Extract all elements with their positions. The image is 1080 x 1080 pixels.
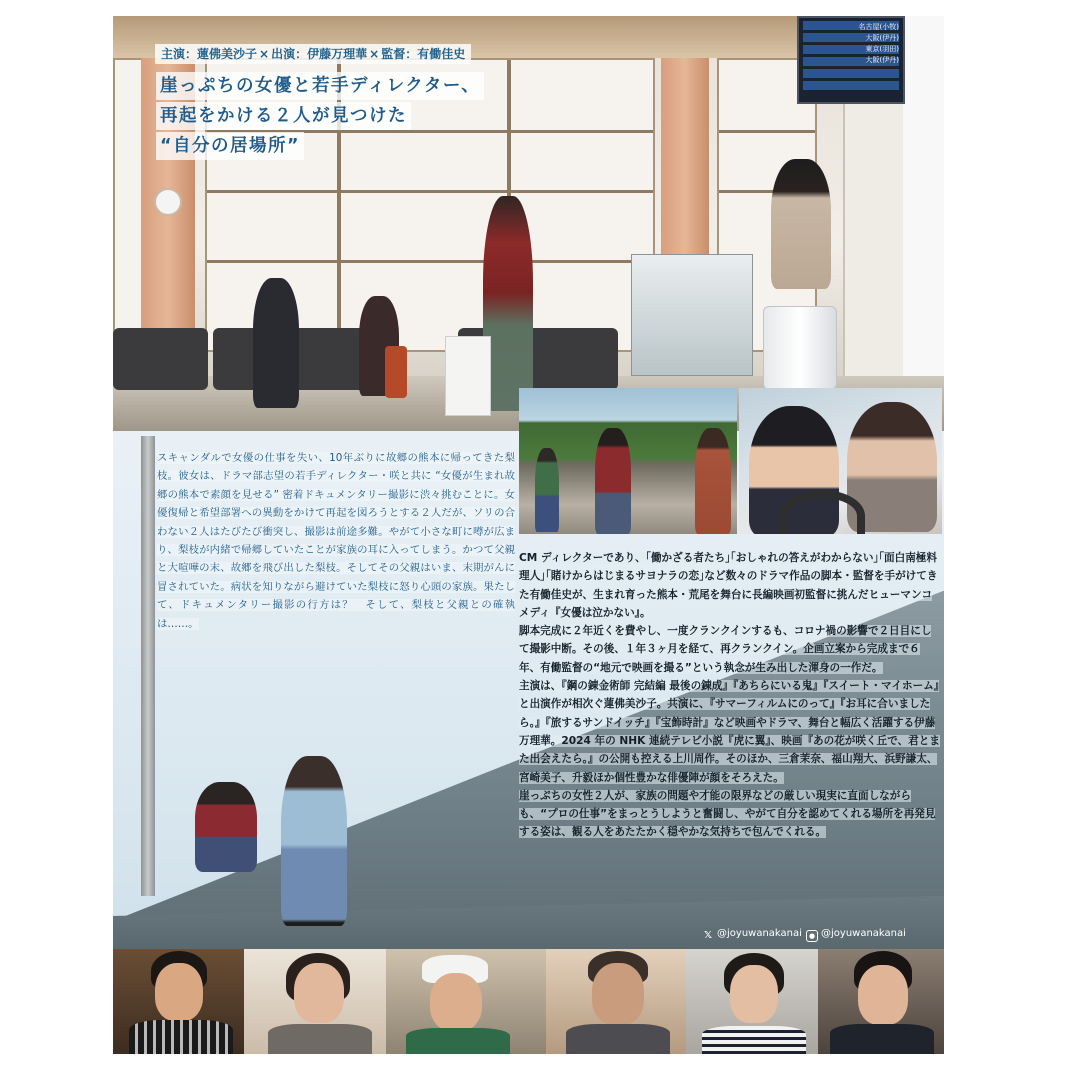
credit-director-role: 監督： [381, 47, 418, 61]
white-suitcase [763, 306, 837, 390]
credit-lead-name: 蓮佛美沙子 [197, 47, 258, 61]
credit-co-name: 伊藤万理華 [307, 47, 368, 61]
x-handle-link[interactable] [702, 926, 802, 942]
board-dest-2: 大阪(伊丹) [865, 34, 899, 42]
article-paragraph-4-text: 崖っぷちの女性２人が、家族の問題や才能の限界などの厳しい現実に直面しながらも、“プロの仕事”をまっとうしようと奮闘し、やがて自分を認めてくれる場所を再発見する姿は、観る人をあたたかく穏やかな気持ちで包んでくれる。 [519, 789, 936, 839]
x-logo-icon: 𝕏 [703, 930, 713, 941]
credit-separator-2: × [369, 47, 380, 61]
cast-photo-2 [244, 949, 386, 1054]
wall-panel [843, 96, 905, 396]
article-paragraph-2-text: 脚本完成に２年近くを費やし、一度クランクインするも、コロナ禍の影響で２日目にして撮影中断。その後、１年３ヶ月を経て、再クランクイン。企画立案から完成まで６年、有働監督の“地元で映画を撮る”という執念が生み出した渾身の一作だ。 [519, 625, 932, 674]
board-dest-1: 名古屋(小牧) [858, 23, 899, 31]
headline [156, 72, 484, 162]
article-paragraph-1 [519, 549, 940, 622]
article-paragraph-1-text: CM ディレクターであり、｢働かざる者たち｣｢おしゃれの答えがわからない｣｢面白南極料理人｣｢賭けからはじまるサヨナラの恋｣など数々のドラマ作品の脚本・監督を手がけてきた有働佳史が、生まれ育った熊本・荒尾を舞台に長編映画初監督に挑んだヒューマンコメディ『女優は泣かない』。 [519, 552, 938, 619]
instagram-handle-text: @joyuwanakanai [821, 928, 906, 939]
cast-strip [113, 949, 944, 1054]
article-paragraph-3 [519, 677, 940, 787]
cast-photo-6 [818, 949, 944, 1054]
synopsis-body: スキャンダルで女優の仕事を失い、10年ぶりに故郷の熊本に帰ってきた梨枝。彼女は、ドラマ部志望の若手ディレクター・咲と共に “女優が生まれ故郷の熊本で素顔を見せる” 密着ドキュメンタリー撮影に渋々挑むことに。女優復帰と希望部署への異動をかけて再起を図ろうとする２人だが、ソリの合わない２人はたびたび衝突し、撮影は前途多難。やがて小さな町に噂が広まり、梨枝が内緒で帰郷していたことが家族の耳に入ってしまう。かつて父親と大喧嘩の末、故郷を飛び出した梨枝。そしてその父親はいま、末期がんに冒されていた。病状を知りながら避けていた梨枝に怒り心頭の家族。果たして、ドキュメンタリー撮影の行方は？ そして、梨枝と父親との確執は……。 [157, 452, 515, 630]
headline-line-2: 再起をかける２人が見つけた [156, 102, 411, 130]
sitting-woman-blue-top [281, 756, 347, 926]
headline-line-3: “自分の居場所” [156, 132, 304, 160]
wall-clock-icon [154, 188, 182, 216]
article-paragraph-4 [519, 787, 940, 842]
display-case [631, 254, 753, 376]
hero-photo-airport [113, 16, 944, 431]
synopsis-text [157, 449, 515, 633]
cast-photo-1 [113, 949, 244, 1054]
instagram-icon: ● [806, 930, 818, 942]
article-paragraph-2 [519, 622, 940, 677]
cast-photo-3 [386, 949, 546, 1054]
departure-board [797, 16, 905, 104]
still-film-crew [519, 388, 737, 534]
utility-pole [141, 436, 155, 896]
article-paragraph-3-text: 主演は、『鋼の錬金術師 完結編 最後の錬成』『あちらにいる鬼』『スイート・マイホーム』と出演作が相次ぐ蓮佛美沙子。共演に、『サマーフィルムにのって』『お耳に合いましたら。』『旅するサンドイッチ』『宝飾時計』など映画やドラマ、舞台と幅広く活躍する伊藤万理華。2024 年の NHK 連続テレビ小説『虎に翼』、映画『あの花が咲く丘で、君とまた出会えたら。』の公開も控える上川周作。そのほか、三倉茉奈、福山翔大、浜野謙太、宮崎美子、升毅ほか個性豊かな俳優陣が顔をそろえた。 [519, 680, 940, 784]
headline-line-1: 崖っぷちの女優と若手ディレクター、 [156, 72, 484, 100]
board-dest-4: 大阪(伊丹) [865, 56, 899, 64]
article-text [519, 549, 940, 842]
credit-line [155, 44, 471, 64]
woman-in-hat [771, 159, 831, 289]
magazine-page [113, 16, 944, 1054]
credit-lead-role: 主演： [161, 47, 198, 61]
orange-suitcase [385, 346, 407, 398]
cast-photo-4 [546, 949, 686, 1054]
board-dest-3: 東京(羽田) [865, 45, 899, 53]
instagram-handle-link[interactable] [806, 926, 906, 942]
sitting-woman-red-jacket [195, 782, 257, 872]
credit-separator-1: × [259, 47, 270, 61]
shopping-bag [445, 336, 491, 416]
cast-photo-5 [686, 949, 818, 1054]
still-car-scene [739, 388, 942, 534]
credit-co-role: 出演： [271, 47, 308, 61]
x-handle-text: @joyuwanakanai [717, 928, 802, 939]
wall-edge [903, 16, 944, 431]
credit-director-name: 有働佳史 [417, 47, 466, 61]
seated-man [253, 278, 299, 408]
seating-row-left [113, 328, 208, 390]
